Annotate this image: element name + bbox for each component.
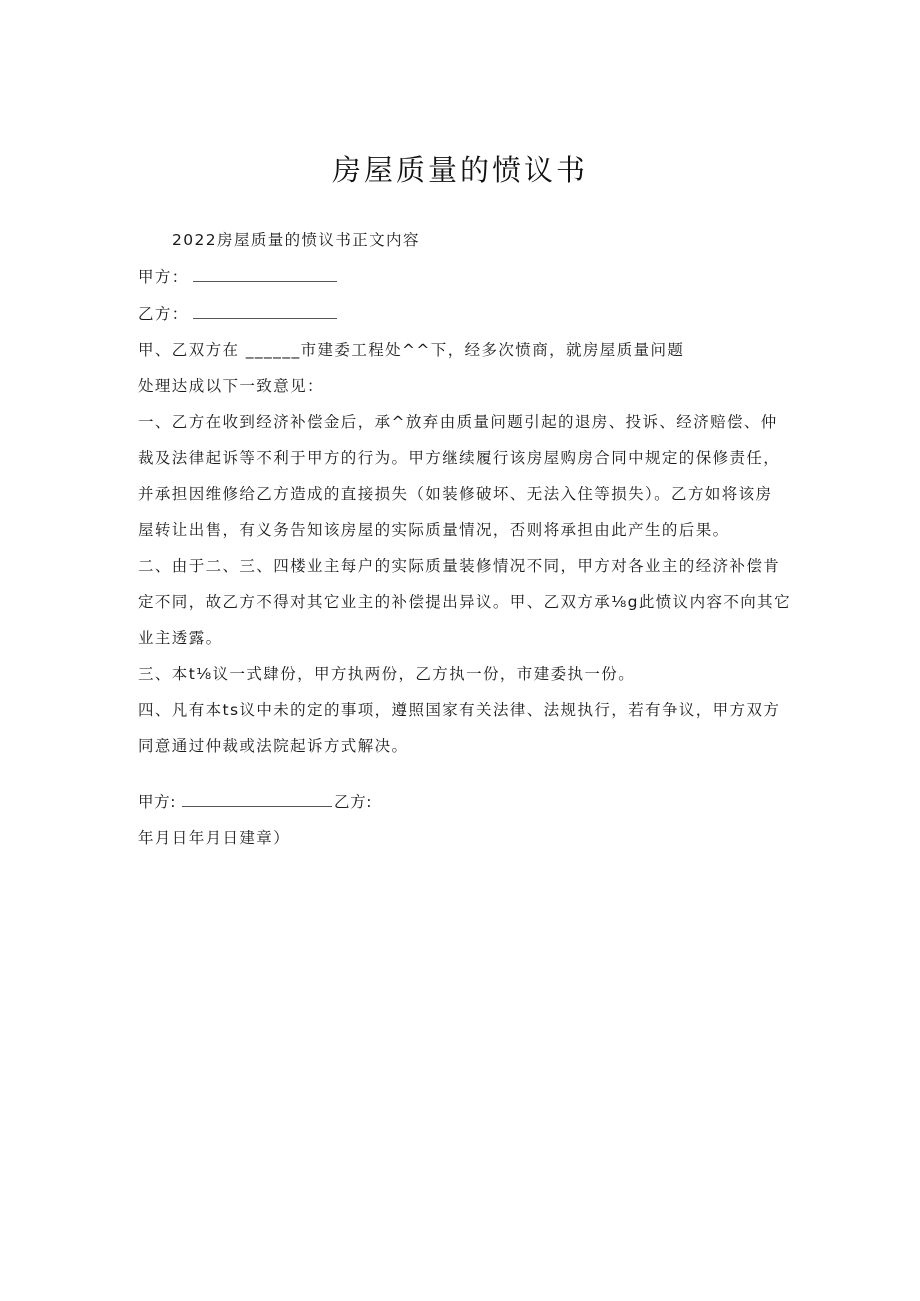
- body-line: 甲、乙双方在 ______市建委工程处^^下，经多次愤商，就房屋质量问题: [138, 341, 685, 359]
- sign-party-a-label: 甲方:: [138, 793, 177, 811]
- date-line: 年月日年月日建章）: [138, 829, 291, 847]
- party-a-line: [138, 267, 798, 287]
- document-title: 房屋质量的愤议书: [331, 153, 588, 187]
- clause-2-line: 二、由于二、三、四楼业主每户的实际质量装修情况不同，甲方对各业主的经济补偿肯: [138, 557, 781, 575]
- clause-2-line: 定不同，故乙方不得对其它业主的补偿提出异议。甲、乙双方承⅛g此愤议内容不向其它: [138, 593, 791, 611]
- body-line: 处理达成以下一致意见：: [138, 377, 324, 395]
- party-b-label: 乙方：: [138, 305, 189, 323]
- clause-1-line: 一、乙方在收到经济补偿金后，承^放弃由质量问题引起的退房、投诉、经济赔偿、仲: [138, 413, 778, 431]
- party-b-blank: [193, 304, 337, 319]
- clause-4-line: 同意通过仲裁或法院起诉方式解决。: [138, 737, 409, 755]
- signature-line: [138, 792, 798, 812]
- party-b-line: [138, 304, 798, 324]
- sign-party-b-label: 乙方:: [334, 793, 373, 811]
- sign-party-a-blank: [182, 792, 332, 807]
- clause-1-line: 屋转让出售，有义务告知该房屋的实际质量情况，否则将承担由此产生的后果。: [138, 521, 730, 539]
- clause-1-line: 并承担因维修给乙方造成的直接损失（如装修破坏、无法入住等损失）。乙方如将该房: [138, 485, 773, 503]
- party-a-blank: [193, 267, 337, 282]
- clause-3-line: 三、本t⅛议一式肆份，甲方执两份，乙方执一份，市建委执一份。: [138, 665, 636, 683]
- clause-4-line: 四、凡有本ts议中未的定的事项，遵照国家有关法律、法规执行，若有争议，甲方双方: [138, 701, 781, 719]
- clause-1-line: 裁及法律起诉等不利于甲方的行为。甲方继续履行该房屋购房合同中规定的保修责任，: [138, 449, 781, 467]
- party-a-label: 甲方：: [138, 268, 189, 286]
- document-subtitle: 2022房屋质量的愤议书正文内容: [172, 231, 420, 249]
- clause-2-line: 业主透露。: [138, 629, 223, 647]
